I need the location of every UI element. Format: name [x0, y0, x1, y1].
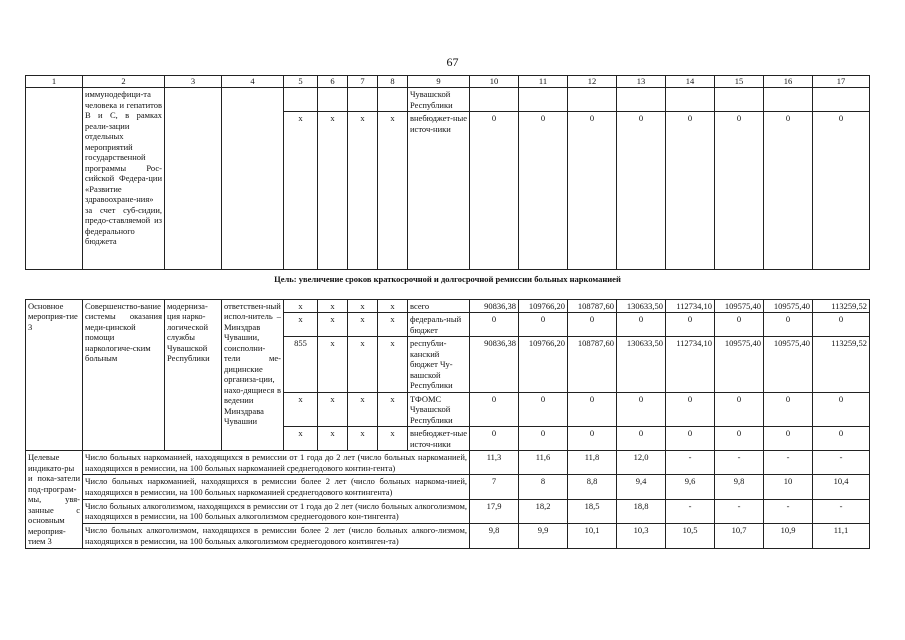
funding-source: внебюджет-ные источ-ники: [408, 427, 470, 451]
column-header: 10: [470, 76, 519, 88]
measure-name-cell: иммунодефици-та человека и гепатитов В и С, в рамках реали-зации отдельных мероприятий государственной программы Рос-сийской Федера-ции «Развитие здравоохране-ния» за счет суб-сидии, предо-ставляемой из федерального бюджета: [83, 88, 165, 270]
column-header: 9: [408, 76, 470, 88]
column-header: 6: [318, 76, 348, 88]
column-header: 14: [666, 76, 715, 88]
program-table: [25, 75, 870, 549]
column-header: 12: [568, 76, 617, 88]
column-header: 5: [284, 76, 318, 88]
column-header: 4: [222, 76, 284, 88]
funding-source: ТФОМС Чувашской Республики: [408, 392, 470, 427]
indicators-label: Целевые индикато-ры и пока-затели под-програм-мы, увя-занные с основным мероприя-тием 3: [26, 451, 83, 549]
column-number-row: [26, 76, 870, 88]
column-header: 16: [764, 76, 813, 88]
table-row: [26, 88, 870, 112]
goal-heading: Цель: увеличение сроков краткосрочной и долгосрочной ремиссии больных наркоманией: [274, 274, 621, 284]
measure-result: модерниза-ция нарко-логической службы Чувашской Республики: [165, 299, 222, 451]
indicator-row: Число больных алкоголизмом, находящихся в ремиссии от 1 года до 2 лет (число больных алкоголизмом, находящихся в ремиссии, на 100 больных алкоголизмом среднегодового кон-тингента) 17,9 18,2 18,5 18,8 - - - -: [26, 499, 870, 523]
column-header: 1: [26, 76, 83, 88]
column-header: 13: [617, 76, 666, 88]
funding-source: всего: [408, 299, 470, 313]
table-row: 855 x x x республи-канский бюджет Чу-вашской Республики 90836,38 109766,20 108787,60 130633,50 112734,10 109575,40 109575,40 113259,52: [26, 337, 870, 393]
indicator-row: Целевые индикато-ры и пока-затели под-програм-мы, увя-занные с основным мероприя-тием 3 Число больных наркоманией, находящихся в ремиссии от 1 года до 2 лет (число больных наркоманией, находящихся в ремиссии, на 100 больных наркоманией среднегодового контин-гента) 11,3 11,6 11,8 12,0 - - - -: [26, 451, 870, 475]
funding-source: внебюджет-ные источ-ники: [408, 112, 470, 270]
indicator-row: Число больных наркоманией, находящихся в ремиссии более 2 лет (число больных наркома-нией, находящихся в ремиссии, на 100 больных наркоманией среднегодового контингента) 7 8 8,8 9,4 9,6 9,8 10 10,4: [26, 475, 870, 499]
goal-row: [26, 270, 870, 300]
table-row: x x x x внебюджет-ные источ-ники 0 0 0 0 0 0 0 0: [26, 427, 870, 451]
table-row: x x x x федераль-ный бюджет 0 0 0 0 0 0 0 0: [26, 313, 870, 337]
column-header: 3: [165, 76, 222, 88]
funding-source: Чувашской Республики: [408, 88, 470, 112]
measure-type: Основное мероприя-тие 3: [26, 299, 83, 451]
column-header: 15: [715, 76, 764, 88]
page-number: 67: [446, 55, 459, 69]
column-header: 8: [378, 76, 408, 88]
measure-name-cell: Совершенство-вание системы оказания меди-цинской помощи наркологиче-ским больным: [83, 299, 165, 451]
funding-source: республи-канский бюджет Чу-вашской Республики: [408, 337, 470, 393]
funding-source: федераль-ный бюджет: [408, 313, 470, 337]
measure-executor: ответствен-ный испол-нитель – Минздрав Чувашии, соисполни-тели ме-дицинские организа-ции, нахо-дящиеся в ведении Минздрава Чувашии: [222, 299, 284, 451]
indicator-text: Число больных наркоманией, находящихся в ремиссии более 2 лет (число больных наркома-нией, находящихся в ремиссии, на 100 больных наркоманией среднегодового контингента): [83, 475, 470, 499]
indicator-text: Число больных алкоголизмом, находящихся в ремиссии более 2 лет (число больных алкого-лизмом, находящихся в ремиссии, на 100 больных алкоголизмом среднегодового континген-та): [83, 524, 470, 548]
column-header: 7: [348, 76, 378, 88]
table-row: x x x x внебюджет-ные источ-ники 0 0 0 0 0 0 0 0: [26, 112, 870, 270]
indicator-row: Число больных алкоголизмом, находящихся в ремиссии более 2 лет (число больных алкого-лизмом, находящихся в ремиссии, на 100 больных алкоголизмом среднегодового континген-та) 9,8 9,9 10,1 10,3 10,5 10,7 10,9 11,1: [26, 524, 870, 548]
indicator-text: Число больных алкоголизмом, находящихся в ремиссии от 1 года до 2 лет (число больных алкоголизмом, находящихся в ремиссии, на 100 больных алкоголизмом среднегодового кон-тингента): [83, 499, 470, 523]
table-row: Основное мероприя-тие 3 Совершенство-вание системы оказания меди-цинской помощи наркологиче-ским больным модерниза-ция нарко-логической службы Чувашской Республики ответствен-ный испол-нитель – Минздрав Чувашии, соисполни-тели ме-дицинские организа-ции, нахо-дящиеся в ведении Минздрава Чувашии x x x x всего 90836,38 109766,20 108787,60 130633,50 112734,10 109575,40 109575,40 113259,52: [26, 299, 870, 313]
indicator-text: Число больных наркоманией, находящихся в ремиссии от 1 года до 2 лет (число больных наркоманией, находящихся в ремиссии, на 100 больных наркоманией среднегодового контин-гента): [83, 451, 470, 475]
column-header: 2: [83, 76, 165, 88]
column-header: 11: [519, 76, 568, 88]
table-row: x x x x ТФОМС Чувашской Республики 0 0 0 0 0 0 0 0: [26, 392, 870, 427]
column-header: 17: [813, 76, 870, 88]
